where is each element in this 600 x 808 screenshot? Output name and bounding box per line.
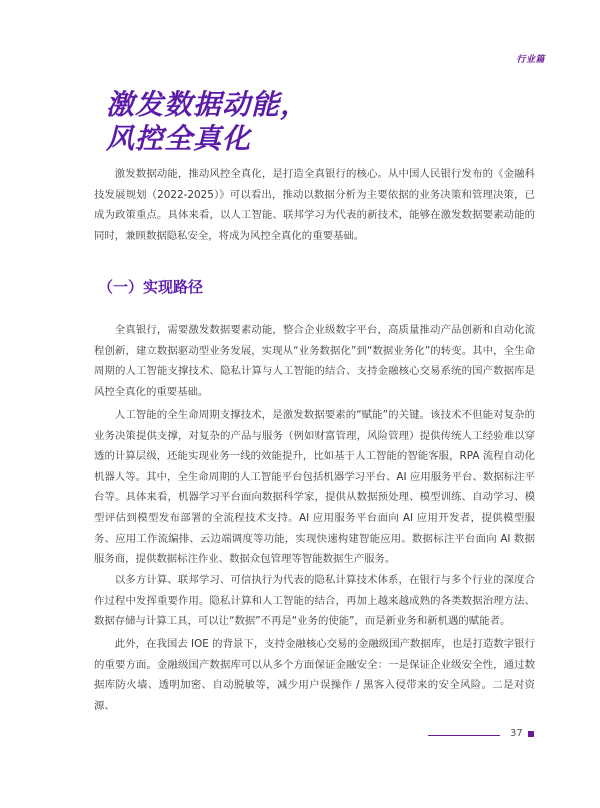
section-tag: 行业篇 [516, 55, 545, 65]
body-paragraph-3: 以多方计算、联邦学习、可信执行为代表的隐私计算技术体系，在银行与多个行业的深度合作过程中发挥重要作用。隐私计算和人工智能的结合，再加上越来越成熟的各类数据治理方法、数据存储与计算工具，可以让“数据”不再是“业务的使能”，而是新业务和新机遇的赋能者。 [94, 574, 535, 628]
title-line-1: 激发数据动能， [106, 88, 310, 121]
body-paragraph-2: 人工智能的全生命周期支撑技术，是激发数据要素的“赋能”的关键。该技术不但能对复杂的业务决策提供支撑，对复杂的产品与服务（例如财富管理，风险管理）提供传统人工经验难以穿透的计算层级，还能实现业务一线的效能提升，比如基于人工智能的智能客服，RPA 流程自动化机器人等。其中，全生命周期的人工智能平台包括机器学习平台、AI 应用服务平台、数据标注平台等。具体来看，机器学习平台面向数据科学家，提供从数据预处理、模型训练、自动学习、模型评估到模型发布部署的全流程技术支持。AI 应用服务平台面向 AI 应用开发者，提供模型服务、应用工作流编排、云边端调度等功能，实现快速构建智能应用。数据标注平台面向 AI 数据服务商，提供数据标注作业、数据众包管理等智能数据生产服务。 [94, 409, 535, 566]
intro-paragraph: 激发数据动能，推动风控全真化，是打造全真银行的核心。从中国人民银行发布的《金融科技发展规划（2022-2025）》可以看出，推动以数据分析为主要依据的业务决策和管理决策，已成为政策重点。具体来看，以人工智能、联邦学习为代表的新技术，能够在激发数据要素动能的同时，兼顾数据隐私安全，将成为风控全真化的重要基础。 [94, 168, 535, 242]
page-number: 37 [510, 728, 523, 739]
body-paragraph-4: 此外，在我国去 IOE 的背景下，支持金融核心交易的金融级国产数据库，也是打造数字银行的重要方面。金融级国产数据库可以从多个方面保证金融安全：一是保证企业级安全性，通过数据库防火墙、透明加密、自动脱敏等，减少用户误操作 / 黑客入侵带来的安全风险。二是对资源、 [94, 638, 535, 712]
title-line-2: 风控全真化 [106, 122, 252, 155]
body-paragraph-1: 全真银行，需要激发数据要素动能，整合企业级数字平台，高质量推动产品创新和自动化流程创新，建立数据驱动型业务发展，实现从“业务数据化”到“数据业务化”的转变。其中，全生命周期的人工智能支撑技术、隐私计算与人工智能的结合、支持金融核心交易系统的国产数据库是风控全真化的重要基础。 [94, 324, 535, 398]
page-marker-square [528, 731, 534, 737]
footer-rule [428, 735, 500, 736]
section-heading: （一）实现路径 [98, 278, 204, 296]
page-title [106, 88, 309, 156]
